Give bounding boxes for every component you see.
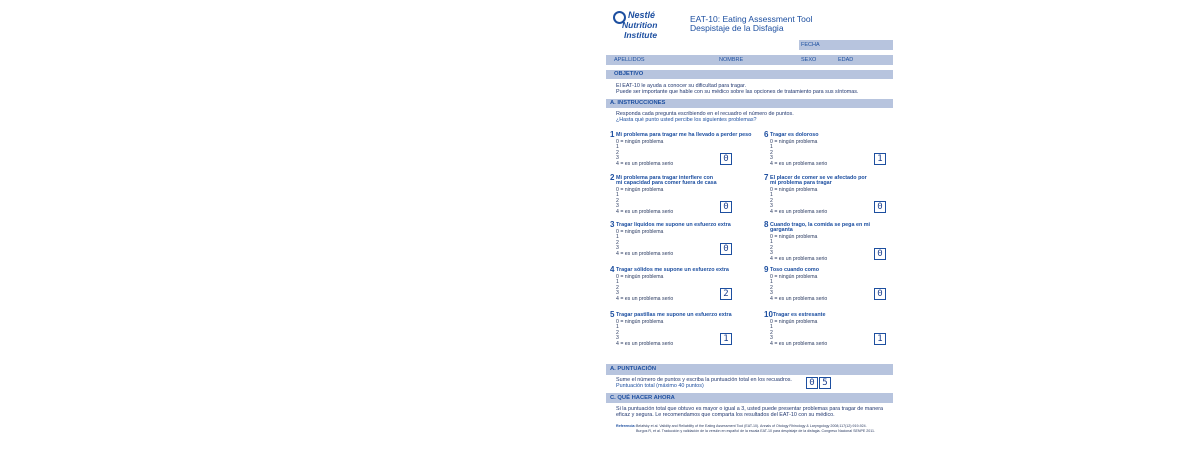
question-3: [610, 221, 760, 263]
question-text: Tragar sólidos me supone un esfuerzo extra: [616, 266, 729, 273]
score-value: 0: [877, 202, 883, 212]
question-text: Cuando trago, la comida se pega en mi: [770, 221, 871, 228]
option-3: 3: [770, 335, 773, 342]
option-1: 1: [616, 279, 619, 286]
que-hacer-text-2: eficaz y segura. Le recomendamos que comparta los resultados del EAT-10 con su médico.: [616, 412, 835, 418]
option-2: 2: [770, 197, 773, 204]
doc-title: EAT-10: Eating Assessment Tool: [690, 14, 813, 24]
objetivo-text-2: Puede ser importante que hable con su médico sobre las opciones de tratamiento para sus síntomas.: [616, 89, 859, 95]
score-value: 0: [723, 202, 729, 212]
option-0: 0 = ningún problema: [770, 274, 818, 280]
objetivo-text-1: El EAT-10 le ayuda a conocer su dificultad para tragar.: [616, 83, 746, 89]
nombre-label: NOMBRE: [719, 57, 744, 63]
option-2: 2: [770, 284, 773, 291]
option-2: 2: [616, 239, 619, 246]
total-score-digit-2[interactable]: [819, 377, 831, 389]
option-1: 1: [770, 192, 773, 199]
question-text: Tragar líquidos me supone un esfuerzo extra: [616, 221, 731, 228]
option-2: 2: [770, 149, 773, 156]
question-number: 7: [764, 173, 769, 182]
option-2: 2: [616, 149, 619, 156]
question-text: Toso cuando como: [770, 266, 820, 273]
question-text-continued: garganta: [770, 227, 793, 233]
question-4: [610, 266, 760, 308]
total-score-digit-2-value: 5: [822, 378, 828, 388]
option-2: 2: [616, 197, 619, 204]
option-1: 1: [770, 279, 773, 286]
score-value: 0: [877, 249, 883, 259]
question-text: Tragar es estresante: [773, 311, 826, 318]
que-hacer-title: C. QUÉ HACER AHORA: [610, 395, 675, 401]
option-4: 4 = es un problema serio: [770, 295, 828, 302]
option-1: 1: [616, 324, 619, 331]
logo-line-1: Nestlé: [628, 10, 656, 20]
option-0: 0 = ningún problema: [770, 319, 818, 325]
nestle-logo: [613, 10, 663, 42]
question-number: 3: [610, 220, 615, 229]
question-text: Mi problema para tragar me ha llevado a perder peso: [616, 131, 752, 138]
option-3: 3: [616, 335, 619, 342]
score-box[interactable]: [874, 248, 886, 260]
question-number: 10: [764, 310, 773, 319]
option-0: 0 = ningún problema: [616, 319, 664, 325]
puntuacion-text-1: Sume el número de puntos y escriba la puntuación total en los recuadros.: [616, 377, 792, 383]
question-6: [764, 131, 914, 173]
question-9: [764, 266, 914, 308]
option-1: 1: [770, 324, 773, 331]
score-value: 1: [877, 154, 883, 164]
question-number: 8: [764, 220, 769, 229]
question-text: Tragar pastillas me supone un esfuerzo extra: [616, 311, 732, 318]
option-1: 1: [616, 192, 619, 199]
question-number: 6: [764, 130, 769, 139]
referencia-label: Referencia:: [616, 424, 636, 428]
option-1: 1: [770, 239, 773, 246]
question-number: 2: [610, 173, 615, 182]
option-0: 0 = ningún problema: [770, 139, 818, 145]
doc-subtitle: Despistaje de la Disfagia: [690, 23, 784, 33]
option-4: 4 = es un problema serio: [616, 208, 674, 215]
option-4: 4 = es un problema serio: [770, 208, 828, 215]
objetivo-title: OBJETIVO: [614, 71, 644, 77]
option-3: 3: [770, 155, 773, 162]
option-4: 4 = es un problema serio: [770, 160, 828, 167]
instrucciones-text-1: Responda cada pregunta escribiendo en el recuadro el número de puntos.: [616, 111, 794, 117]
logo-line-3: Institute: [624, 30, 658, 40]
option-4: 4 = es un problema serio: [616, 160, 674, 167]
referencia-text-1: Belafsky et al. Validity and Reliability of the Eating Assessment Tool (EAT-10). Annals of Otology Rhinology & Laryngology 2008;117(12):919-924.: [636, 424, 867, 428]
option-3: 3: [616, 203, 619, 210]
option-1: 1: [616, 144, 619, 151]
option-0: 0 = ningún problema: [616, 274, 664, 280]
score-box[interactable]: [874, 201, 886, 213]
question-text: Mi problema para tragar interfiere con: [616, 174, 714, 181]
puntuacion-text-2: Puntuación total (máximo 40 puntos): [616, 383, 704, 389]
instrucciones-text-2: ¿Hasta qué punto usted percibe los siguientes problemas?: [616, 117, 757, 123]
total-score-digit-1-value: 0: [809, 378, 815, 388]
que-hacer-text-1: Si la puntuación total que obtuvo es mayor o igual a 3, usted puede presentar problemas para tragar de manera: [616, 406, 884, 412]
score-box[interactable]: [720, 201, 732, 213]
option-2: 2: [770, 329, 773, 336]
option-3: 3: [770, 290, 773, 297]
option-3: 3: [616, 155, 619, 162]
question-1: [610, 131, 760, 173]
referencia-text-2: Burgos R, et al. Traducción y validación de la versión en español de la escala EAT-10 para despistaje de la disfagia. Congreso Nacional SENPE 2011.: [636, 429, 875, 433]
question-text: El placer de comer se ve afectado por: [770, 174, 867, 181]
option-2: 2: [770, 244, 773, 251]
option-1: 1: [616, 234, 619, 241]
edad-label: EDAD: [838, 57, 854, 63]
question-text: Tragar es doloroso: [770, 131, 819, 138]
score-box[interactable]: [720, 288, 732, 300]
option-1: 1: [770, 144, 773, 151]
sexo-label: SEXO: [801, 57, 817, 63]
score-box[interactable]: [874, 153, 886, 165]
option-0: 0 = ningún problema: [770, 187, 818, 193]
option-3: 3: [616, 245, 619, 252]
option-4: 4 = es un problema serio: [616, 340, 674, 347]
score-value: 0: [723, 244, 729, 254]
score-box[interactable]: [874, 288, 886, 300]
score-value: 0: [877, 289, 883, 299]
option-0: 0 = ningún problema: [616, 187, 664, 193]
option-0: 0 = ningún problema: [616, 139, 664, 145]
puntuacion-title: A. PUNTUACIÓN: [610, 366, 657, 372]
fecha-label: FECHA: [801, 42, 820, 48]
score-box[interactable]: [874, 333, 886, 345]
option-3: 3: [770, 250, 773, 257]
total-score-digit-1[interactable]: [806, 377, 818, 389]
question-number: 1: [610, 130, 615, 139]
option-3: 3: [616, 290, 619, 297]
option-4: 4 = es un problema serio: [770, 340, 828, 347]
score-value: 1: [877, 334, 883, 344]
score-value: 1: [723, 334, 729, 344]
score-box[interactable]: [720, 153, 732, 165]
question-text-continued: mi problema para tragar: [770, 180, 832, 186]
logo-line-2: Nutrition: [622, 20, 658, 30]
question-number: 4: [610, 265, 615, 274]
option-4: 4 = es un problema serio: [770, 255, 828, 262]
option-0: 0 = ningún problema: [770, 234, 818, 240]
question-text-continued: mi capacidad para comer fuera de casa: [616, 180, 717, 186]
question-5: [610, 311, 760, 353]
question-7: [764, 174, 914, 216]
option-3: 3: [770, 203, 773, 210]
score-box[interactable]: [720, 243, 732, 255]
question-10: [764, 311, 914, 353]
instrucciones-title: A. INSTRUCCIONES: [610, 100, 666, 106]
option-2: 2: [616, 284, 619, 291]
apellidos-label: APELLIDOS: [614, 57, 645, 63]
score-value: 0: [723, 154, 729, 164]
option-4: 4 = es un problema serio: [616, 250, 674, 257]
score-value: 2: [723, 289, 729, 299]
question-8: [764, 221, 914, 263]
question-number: 5: [610, 310, 615, 319]
option-4: 4 = es un problema serio: [616, 295, 674, 302]
question-2: [610, 174, 760, 216]
option-2: 2: [616, 329, 619, 336]
objetivo-header: [606, 70, 893, 79]
score-box[interactable]: [720, 333, 732, 345]
option-0: 0 = ningún problema: [616, 229, 664, 235]
question-number: 9: [764, 265, 769, 274]
